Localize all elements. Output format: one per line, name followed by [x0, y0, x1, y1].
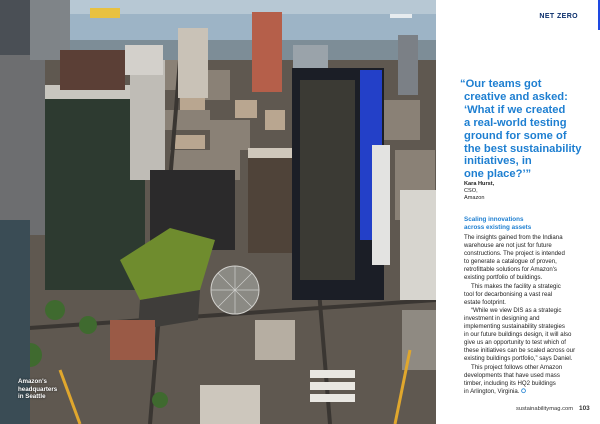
pull-quote-line: a real-world testing — [464, 116, 567, 129]
section-subhead — [464, 216, 594, 231]
body-line: warehouse are not just for future — [464, 242, 552, 250]
subhead-line: Scaling innovations — [464, 216, 524, 223]
body-line: existing portfolio of buildings. — [464, 274, 543, 282]
body-line: these initiatives can be scaled across our — [464, 347, 576, 355]
body-line: tool for decarbonising a vast real — [464, 290, 553, 298]
photo-caption — [18, 378, 98, 401]
body-line: retrofittable solutions for Amazon's — [464, 266, 557, 274]
article-column — [436, 0, 600, 424]
article-body — [464, 234, 598, 396]
attribution-title: CSO, — [464, 187, 478, 194]
quote-attribution — [464, 181, 584, 202]
pull-quote-line: creative and asked: — [464, 90, 568, 103]
subhead-line: across existing assets — [464, 223, 532, 231]
body-line: estate footprint. — [464, 298, 507, 306]
body-line: existing buildings portfolio,” says Daniel. — [464, 355, 573, 363]
body-line — [464, 388, 598, 396]
pull-quote-line: “Our teams got — [460, 78, 542, 90]
body-line: This project follows other Amazon — [471, 363, 563, 371]
body-line: The insights gained from the Indiana — [464, 234, 563, 241]
section-tag: NET ZERO — [539, 13, 578, 20]
attribution-company: Amazon — [464, 194, 485, 201]
body-line: This makes the facility a strategic — [471, 282, 561, 290]
page-footer — [516, 405, 590, 412]
pull-quote-line: initiatives, in — [464, 155, 532, 168]
body-line: “While we view DIS as a strategic — [471, 306, 562, 314]
body-line: investment in designing and — [464, 314, 540, 322]
pull-quote-line: ‘What if we created — [464, 103, 566, 116]
body-line: constructions. The project is intended — [464, 250, 565, 258]
page-number: 103 — [579, 405, 590, 412]
footer-url: sustainabilitymag.com — [516, 406, 574, 412]
body-line: give us an opportunity to test which of — [464, 339, 566, 347]
caption-line: in Seattle — [18, 393, 46, 401]
caption-line: headquarters — [18, 385, 58, 393]
body-line-text: in Arlington, Virginia. — [464, 387, 520, 395]
pull-quote-line: the best sustainability — [464, 142, 582, 155]
body-line: implementing sustainability strategies — [464, 323, 565, 331]
pull-quote-line: one place?’” — [464, 168, 532, 181]
body-line: to generate a catalogue of proven, — [464, 258, 557, 266]
body-line: developments that have used mass — [464, 371, 560, 379]
caption-line: Amazon's — [18, 378, 47, 385]
end-mark-icon: ⭘ — [521, 387, 527, 395]
pull-quote-line: ground for some of — [464, 129, 567, 142]
pull-quote — [460, 78, 596, 181]
body-line: timber, including its HQ2 buildings — [464, 379, 556, 387]
attribution-name: Kara Hurst, — [464, 181, 495, 187]
body-line: in our future buildings design, it will also — [464, 331, 572, 339]
